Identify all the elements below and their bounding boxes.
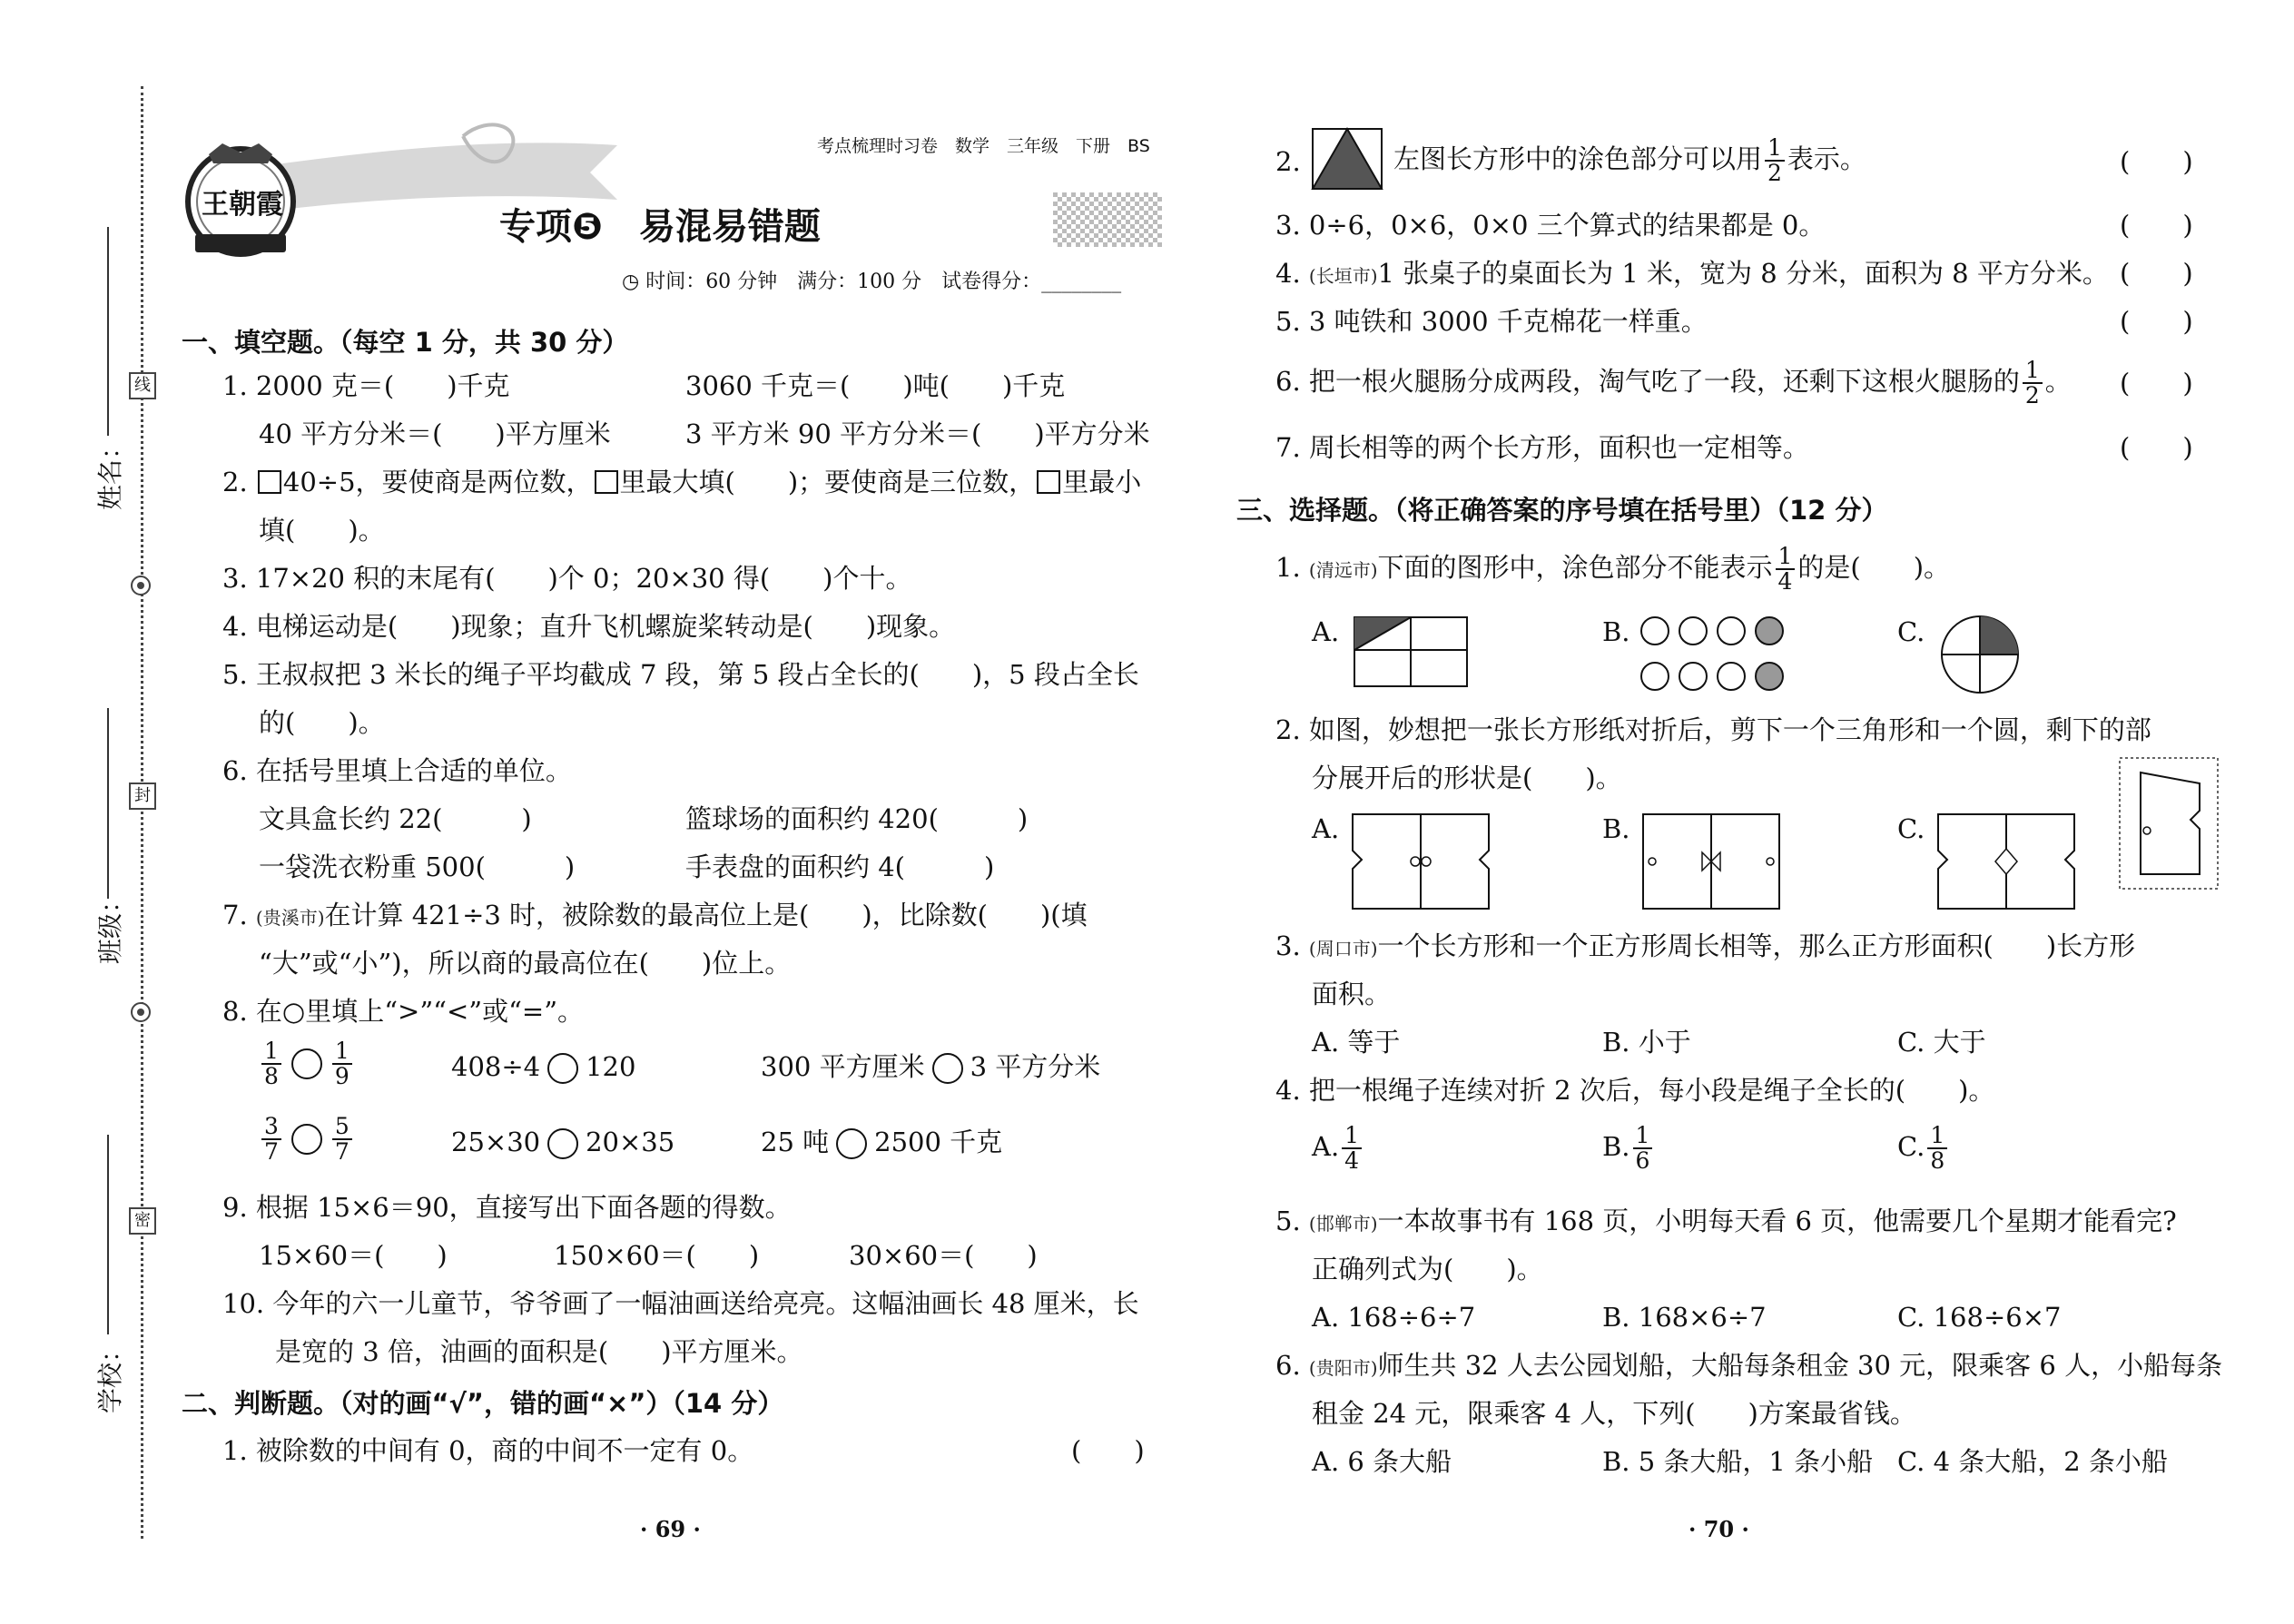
q1-2b: 填( )。 (259, 515, 385, 546)
q3-2-option-a-label[interactable]: A. (1312, 813, 1340, 844)
q1-9: 9. 根据 15×6＝90，直接写出下面各题的得数。 (222, 1192, 792, 1223)
q3-5a: 5. (邯郸市)一本故事书有 168 页，小明每天看 6 页，他需要几个星期才能看完? (1275, 1206, 2177, 1236)
q1-7a (222, 897, 1088, 936)
q1-8-row2-a (259, 1115, 355, 1164)
fraction: $\frac{1}{4}$ (1342, 1124, 1362, 1173)
q3-3b: 面积。 (1312, 979, 1392, 1009)
class-label: 班级： (95, 887, 126, 965)
q3-6a: 6. (贵阳市)师生共 32 人去公园划船，大船每条租金 30 元，限乘客 6 人，小船每条 (1275, 1350, 2223, 1381)
q2-7-answer-paren[interactable]: ( ) (2120, 432, 2193, 463)
q2-1-answer-paren[interactable]: ( ) (1071, 1435, 1145, 1466)
q2-3: 3. 0÷6，0×6，0×0 三个算式的结果都是 0。 (1275, 210, 1826, 241)
q2-6: 6. 把一根火腿肠分成两段，淘气吃了一段，还剩下这根火腿肠的 $\frac{1}{2}$ 。 (1275, 357, 2072, 408)
q1-2a (222, 464, 1141, 500)
q2-6-answer-paren[interactable]: ( ) (2120, 368, 2193, 399)
q3-6-option-c[interactable]: C. 4 条大船，2 条小船 (1897, 1446, 2168, 1477)
q3-1-option-c-label[interactable]: C. (1897, 616, 1925, 647)
q3-6b: 租金 24 元，限乘客 4 人，下列( )方案最省钱。 (1312, 1398, 1916, 1429)
q2-2-answer-paren[interactable]: ( ) (2120, 146, 2193, 177)
q1-1a: 1. 2000 克＝( )千克 (222, 370, 510, 401)
q3-5-option-b[interactable]: B. 168×6÷7 (1602, 1302, 1767, 1333)
q3-3-option-b[interactable]: B. 小于 (1602, 1027, 1691, 1058)
page-title: 专项❺ 易混易错题 (499, 206, 821, 248)
q3-6-option-a[interactable]: A. 6 条大船 (1312, 1446, 1452, 1477)
compare-circle[interactable] (291, 1048, 322, 1079)
q3-1-option-b-label[interactable]: B. (1602, 616, 1630, 647)
q2-7: 7. 周长相等的两个长方形，面积也一定相等。 (1275, 432, 1809, 463)
fraction: $\frac{1}{8}$ (261, 1039, 281, 1088)
q3-4-option-c[interactable]: C. $\frac{1}{8}$ (1897, 1124, 1950, 1173)
fraction: $\frac{1}{4}$ (1776, 545, 1796, 594)
q3-2-option-c-figure (1936, 812, 2077, 912)
blank-box-icon (1037, 470, 1060, 494)
q3-3-option-c[interactable]: C. 大于 (1897, 1027, 1986, 1058)
q1-7b: “大”或“小”)，所以商的最高位在( )位上。 (259, 948, 792, 979)
page-number-right: · 70 · (1689, 1516, 1749, 1542)
q3-3-source: (周口市) (1308, 938, 1378, 960)
q1-1c: 40 平方分米＝( )平方厘米 (259, 418, 611, 449)
q2-4-source: (长垣市) (1308, 265, 1378, 287)
binder-mark-xian: 线 (129, 372, 156, 399)
q3-6-source: (贵阳市) (1308, 1357, 1378, 1379)
q1-1d: 3 平方米 90 平方分米＝( )平方分米 (685, 418, 1150, 449)
fraction: $\frac{1}{2}$ (2023, 359, 2043, 408)
q1-8-row2-b: 25×30 20×35 (451, 1127, 675, 1157)
q1-9a: 15×60＝( ) (259, 1240, 448, 1271)
q2-1: 1. 被除数的中间有 0，商的中间不一定有 0。 (222, 1435, 754, 1466)
q3-2-option-c-label[interactable]: C. (1897, 813, 1925, 844)
q3-1-option-a-label[interactable]: A. (1312, 616, 1340, 647)
q3-4-option-a[interactable]: A. $\frac{1}{4}$ (1312, 1124, 1364, 1173)
q2-4-answer-paren[interactable]: ( ) (2120, 258, 2193, 289)
name-fill-line[interactable] (107, 227, 109, 436)
q2-3-answer-paren[interactable]: ( ) (2120, 210, 2193, 241)
compare-circle[interactable] (547, 1053, 578, 1084)
q1-9c: 30×60＝( ) (849, 1240, 1038, 1271)
binder-hole-icon (127, 999, 154, 1026)
q1-5a: 5. 王叔叔把 3 米长的绳子平均截成 7 段，第 5 段占全长的( )，5 段占全长 (222, 659, 1139, 690)
q1-8-row1-a (259, 1039, 355, 1088)
q1-7-number: 7. (222, 900, 256, 930)
q2-2-number: 2. (1275, 146, 1301, 177)
q3-1-option-b-figure (1639, 613, 1802, 696)
q1-2-text3: 里最小 (1062, 467, 1142, 497)
q3-2a: 2. 如图，妙想把一张长方形纸对折后，剪下一个三角形和一个圆，剩下的部 (1275, 714, 2151, 745)
binder-mark-feng: 封 (129, 782, 156, 810)
compare-circle[interactable] (291, 1124, 322, 1155)
q1-5b: 的( )。 (259, 707, 385, 738)
q3-2b: 分展开后的形状是( )。 (1312, 763, 1622, 793)
q1-10b: 是宽的 3 倍，油画的面积是( )平方厘米。 (275, 1336, 803, 1367)
q3-5b: 正确列式为( )。 (1312, 1254, 1543, 1284)
class-fill-line[interactable] (107, 708, 109, 899)
fraction: $\frac{3}{7}$ (261, 1115, 281, 1164)
blank-box-icon (258, 470, 281, 494)
exam-meta: ◷ 时间：60 分钟 满分：100 分 试卷得分：________ (622, 271, 1122, 293)
q3-2-option-a-figure (1351, 812, 1492, 912)
q1-2-text2: 里最大填( )；要使商是三位数， (619, 467, 1036, 497)
q3-2-option-b-figure (1641, 812, 1782, 912)
q3-3a: 3. (周口市)一个长方形和一个正方形周长相等，那么正方形面积( )长方形 (1275, 930, 2136, 961)
q2-5: 5. 3 吨铁和 3000 千克棉花一样重。 (1275, 306, 1708, 337)
compare-circle[interactable] (932, 1053, 963, 1084)
school-label: 学校： (95, 1336, 126, 1414)
q1-6d: 手表盘的面积约 4( ) (685, 851, 995, 882)
q3-5-option-c[interactable]: C. 168÷6×7 (1897, 1302, 2062, 1333)
section-2-title: 二、判断题。（对的画“√”，错的画“×”）（14 分） (182, 1388, 784, 1419)
q1-8-row1-c: 300 平方厘米 3 平方分米 (761, 1051, 1101, 1082)
q3-1: 1. (清远市)下面的图形中，涂色部分不能表示 $\frac{1}{4}$ 的是( )。 (1275, 543, 1951, 595)
q1-6c: 一袋洗衣粉重 500( ) (259, 851, 576, 882)
q3-4: 4. 把一根绳子连续对折 2 次后，每小段是绳子全长的( )。 (1275, 1075, 1995, 1106)
fraction: $\frac{5}{7}$ (332, 1115, 352, 1164)
q1-8-row1-b: 408÷4 120 (451, 1051, 636, 1082)
section-3-title: 三、选择题。（将正确答案的序号填在括号里）（12 分） (1236, 495, 1888, 526)
binder-mark-mi: 密 (129, 1207, 156, 1235)
q3-4-option-b[interactable]: B. $\frac{1}{6}$ (1602, 1124, 1655, 1173)
brand-logo-text: 王朝霞 (202, 189, 283, 221)
name-label: 姓名： (95, 433, 126, 511)
q1-9b: 150×60＝( ) (554, 1240, 760, 1271)
q3-6-option-b[interactable]: B. 5 条大船，1 条小船 (1602, 1446, 1874, 1477)
q1-4: 4. 电梯运动是( )现象；直升飞机螺旋桨转动是( )现象。 (222, 611, 956, 642)
q3-2-folded-paper-figure (2118, 756, 2220, 891)
section-1-title: 一、填空题。（每空 1 分，共 30 分） (182, 327, 629, 358)
compare-circle[interactable] (836, 1128, 867, 1159)
q2-2-shaded-rectangle-figure (1311, 127, 1383, 191)
q2-2-text: 左图长方形中的涂色部分可以用 $\frac{1}{2}$ 表示。 (1393, 134, 1866, 186)
binding-dotted-line (141, 86, 143, 1539)
fraction: $\frac{1}{2}$ (1765, 136, 1785, 185)
q1-3: 3. 17×20 积的末尾有( )个 0；20×30 得( )个十。 (222, 563, 912, 594)
q3-3-option-a[interactable]: A. 等于 (1312, 1027, 1401, 1058)
q1-8: 8. 在○里填上“>”“<”或“=”。 (222, 996, 585, 1027)
compare-circle[interactable] (547, 1128, 578, 1159)
q2-4: 4. (长垣市)1 张桌子的桌面长为 1 米，宽为 8 分米，面积为 8 平方分米。 (1275, 258, 2109, 289)
q3-1-source: (清远市) (1308, 559, 1378, 581)
fraction: $\frac{1}{9}$ (332, 1039, 352, 1088)
q3-2-option-b-label[interactable]: B. (1602, 813, 1630, 844)
q3-5-source: (邯郸市) (1308, 1213, 1378, 1235)
q1-8-row2-c: 25 吨 2500 千克 (761, 1127, 1003, 1157)
q2-5-answer-paren[interactable]: ( ) (2120, 306, 2193, 337)
school-fill-line[interactable] (107, 1135, 109, 1334)
q1-2-number: 2. (222, 467, 256, 497)
q1-6a: 文具盒长约 22( ) (259, 803, 532, 834)
q1-1b: 3060 千克＝( )吨( )千克 (685, 370, 1066, 401)
series-header: 考点梳理时习卷 数学 三年级 下册 BS (817, 136, 1150, 156)
q1-6b: 篮球场的面积约 420( ) (685, 803, 1029, 834)
checker-pattern-decoration (1053, 192, 1162, 247)
q3-1-option-c-figure (1938, 613, 2022, 696)
q3-5-option-a[interactable]: A. 168÷6÷7 (1312, 1302, 1476, 1333)
q3-1-option-a-figure (1353, 615, 1471, 690)
page-number-left: · 69 · (640, 1516, 701, 1542)
binder-hole-icon (127, 572, 154, 599)
fraction: $\frac{1}{6}$ (1633, 1124, 1653, 1173)
blank-box-icon (595, 470, 618, 494)
q1-7-source: (贵溪市) (255, 907, 325, 929)
q1-7-text: 在计算 421÷3 时，被除数的最高位上是( )，比除数( )(填 (324, 900, 1088, 930)
q1-10a: 10. 今年的六一儿童节，爷爷画了一幅油画送给亮亮。这幅油画长 48 厘米，长 (222, 1288, 1139, 1319)
q1-6: 6. 在括号里填上合适的单位。 (222, 755, 572, 786)
fraction: $\frac{1}{8}$ (1927, 1124, 1947, 1173)
q1-2-text: 40÷5，要使商是两位数， (282, 467, 593, 497)
